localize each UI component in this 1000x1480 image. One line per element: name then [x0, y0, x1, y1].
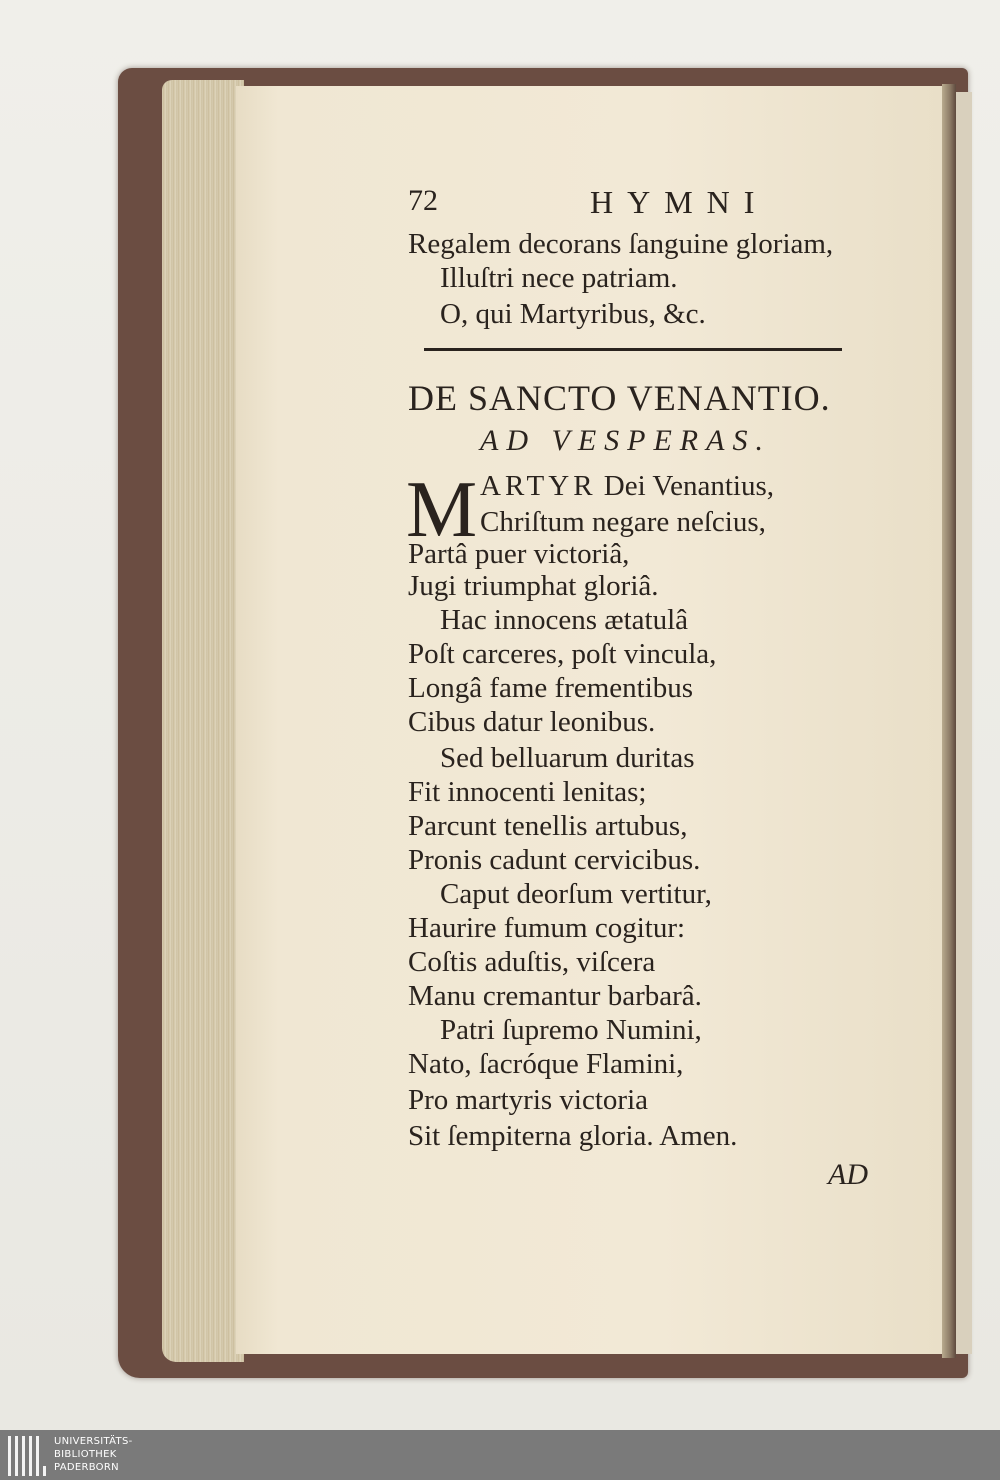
section-divider-rule [424, 348, 842, 351]
library-logo-icon [8, 1436, 46, 1476]
hymn-line: Jugi triumphat gloriâ. [408, 570, 659, 602]
catchword: AD [828, 1158, 868, 1191]
hymn-line: Patri ſupremo Numini, [440, 1014, 702, 1046]
hymn-line: Nato, ſacróque Flamini, [408, 1048, 684, 1080]
hymn-line: Pro martyris victoria [408, 1084, 649, 1116]
page-edges [162, 80, 244, 1362]
hymn-line: Pronis cadunt cervicibus. [408, 844, 701, 876]
logo-line: BIBLIOTHEK [54, 1449, 117, 1460]
continuation-line-1: Regalem decorans ſanguine gloriam, [408, 228, 834, 260]
library-footer-bar [0, 1430, 1000, 1480]
hymn-line: Poſt carceres, poſt vincula, [408, 638, 717, 670]
book-gutter [942, 84, 956, 1358]
hymn-line: Caput deorſum vertitur, [440, 878, 712, 910]
hymn-line: Sit ſempiterna gloria. Amen. [408, 1120, 738, 1152]
hymn-line: Hac innocens ætatulâ [440, 604, 689, 636]
running-head: HYMNI [590, 184, 769, 220]
section-title: DE SANCTO VENANTIO. [408, 378, 831, 418]
hymn-line: Parcunt tenellis artubus, [408, 810, 688, 842]
hymn-line: Sed belluarum duritas [440, 742, 695, 774]
continuation-line-2: Illuſtri nece patriam. [440, 262, 678, 294]
facing-page-edge [956, 92, 972, 1354]
hymn-line: Haurire fumum cogitur: [408, 912, 686, 944]
drop-cap: M [406, 466, 478, 554]
hymn-line: Manu cremantur barbarâ. [408, 980, 702, 1012]
hymn-line: Partâ puer victoriâ, [408, 538, 630, 570]
hymn-first-line [480, 472, 774, 501]
hymn-line: Fit innocenti lenitas; [408, 776, 647, 808]
library-logo-text [54, 1435, 133, 1474]
hymn-line: Longâ fame frementibus [408, 672, 694, 704]
logo-line: UNIVERSITÄTS- [54, 1436, 133, 1447]
first-line-rest: Dei Venantius, [603, 470, 775, 502]
hymn-line: Coſtis aduſtis, viſcera [408, 946, 656, 978]
hymn-second-line: Chriſtum negare neſcius, [480, 506, 766, 538]
continuation-line-3: O, qui Martyribus, &c. [440, 298, 706, 330]
first-word-rest: ARTYR [480, 470, 597, 502]
section-subtitle: AD VESPERAS. [480, 424, 771, 457]
logo-line: PADERBORN [54, 1462, 119, 1473]
page-number: 72 [408, 184, 438, 217]
hymn-line: Cibus datur leonibus. [408, 706, 656, 738]
